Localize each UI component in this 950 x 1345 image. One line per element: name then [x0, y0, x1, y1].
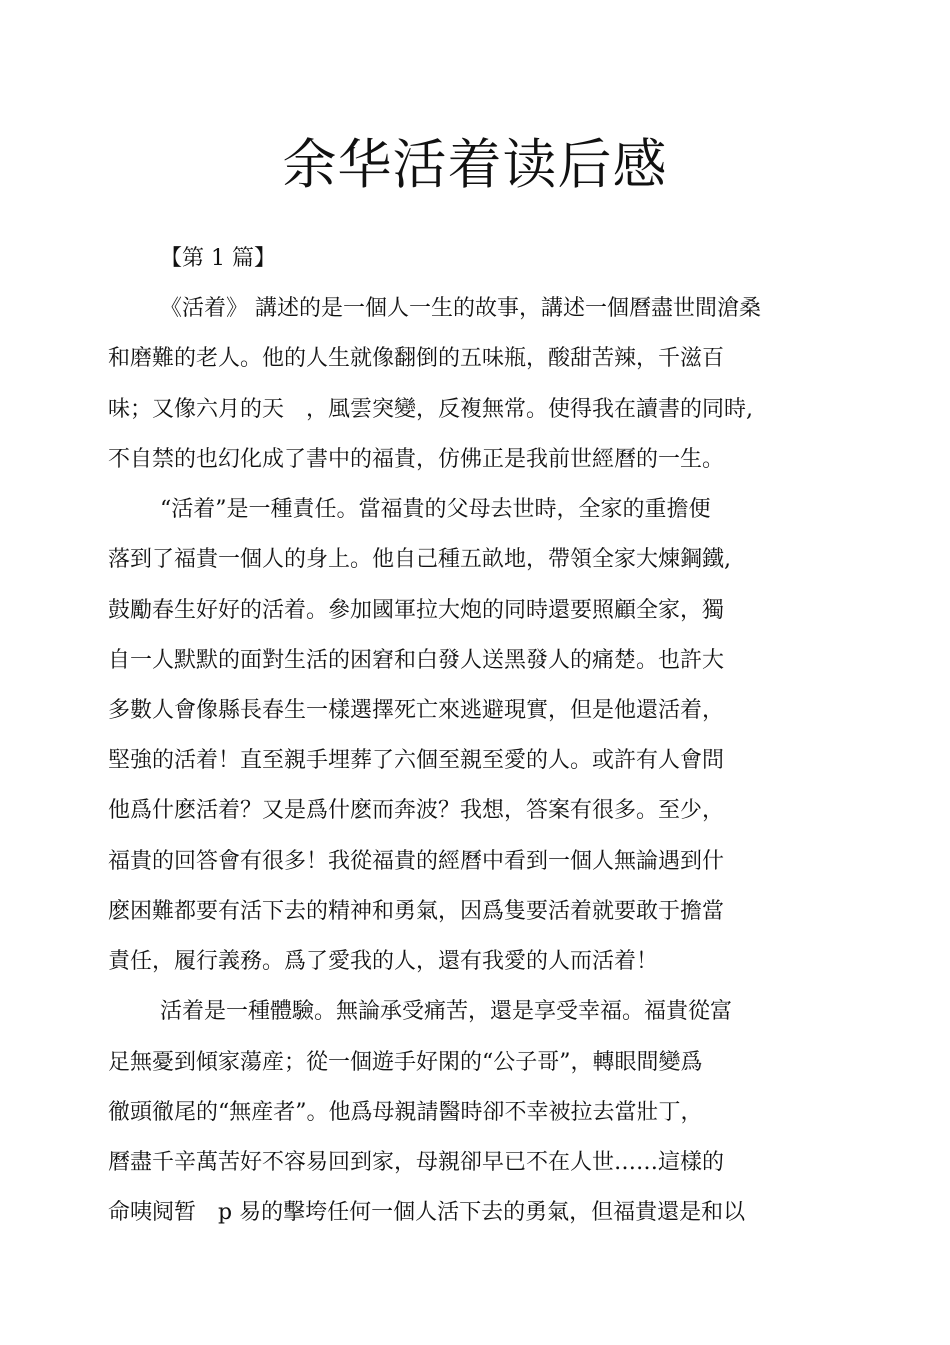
body-line: 味；又像六月的天 ，風雲突變，反複無常。使得我在讀書的同時, — [108, 397, 753, 422]
body-line: 不自禁的也幻化成了書中的福貴，仿佛正是我前世經曆的一生。 — [108, 447, 725, 472]
section-label: 【第 1 篇】 — [160, 246, 276, 271]
body-line: 堅強的活着！直至親手埋葬了六個至親至愛的人。或許有人會問 — [108, 748, 725, 773]
body-line: 他爲什麽活着？又是爲什麽而奔波？我想，答案有很多。至少， — [108, 798, 725, 823]
body-line: 多數人會像縣長春生一樣選擇死亡來逃避現實，但是他還活着， — [108, 698, 725, 723]
body-line: 《活着》 講述的是一個人一生的故事，講述一個曆盡世間滄桑 — [160, 296, 761, 321]
body-line: 鼓勵春生好好的活着。參加國軍拉大炮的同時還要照顧全家，獨 — [108, 598, 725, 623]
body-line: 徹頭徹尾的“無産者”。他爲母親請醫時卻不幸被拉去當壯丁， — [108, 1100, 703, 1125]
body-line: 足無憂到傾家蕩産；從一個遊手好閑的“公子哥”，轉眼間變爲 — [108, 1050, 703, 1075]
body-line: 命咦阋暂 p 易的擊垮任何一個人活下去的勇氣，但福貴還是和以 — [108, 1200, 746, 1225]
body-line: 自一人默默的面對生活的困窘和白發人送黑發人的痛楚。也許大 — [108, 648, 725, 673]
body-line: 曆盡千辛萬苦好不容易回到家，母親卻早已不在人世……這樣的 — [108, 1150, 725, 1175]
body-line: 福貴的回答會有很多！我從福貴的經曆中看到一個人無論遇到什 — [108, 849, 725, 874]
body-line: 麽困難都要有活下去的精神和勇氣，因爲隻要活着就要敢于擔當 — [108, 899, 725, 924]
body-line: 落到了福貴一個人的身上。他自己種五畝地，帶領全家大煉鋼鐵, — [108, 547, 731, 572]
body-line: 活着是一種體驗。無論承受痛苦，還是享受幸福。福貴從富 — [160, 999, 733, 1024]
document-title: 余华活着读后感 — [282, 133, 668, 196]
body-line: “活着”是一種責任。當福貴的父母去世時，全家的重擔便 — [160, 497, 711, 522]
body-line: 和磨難的老人。他的人生就像翻倒的五味瓶，酸甜苦辣，千滋百 — [108, 346, 725, 371]
body-line: 責任，履行義務。爲了愛我的人，還有我愛的人而活着！ — [108, 949, 659, 974]
